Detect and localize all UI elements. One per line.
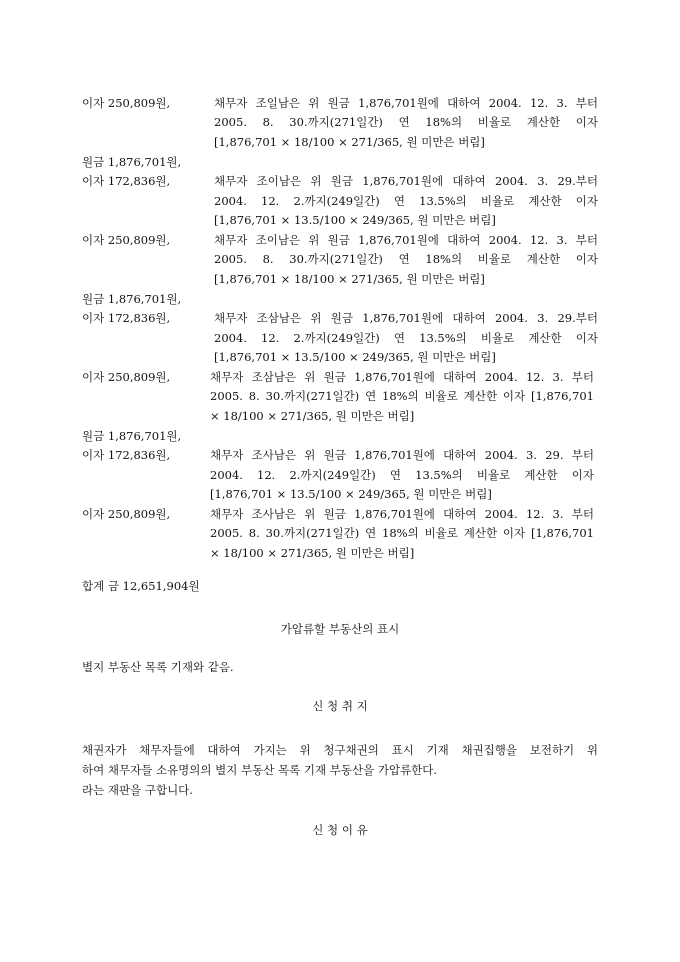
purpose-line: 하여 채무자들 소유명의의 별지 부동산 목록 기재 부동산을 가압류한다. bbox=[82, 763, 438, 777]
entry-description bbox=[210, 368, 594, 426]
description-line: 채무자 조이남은 위 원금 1,876,701원에 대하여 2004. 12. 3. 부터 bbox=[214, 233, 598, 247]
description-line: × 18/100 × 271/365, 원 미만은 버림] bbox=[210, 408, 415, 423]
description-line: 채무자 조삼남은 위 원금 1,876,701원에 대하여 2004. 3. 29.부터 bbox=[214, 311, 598, 326]
description-line: 2005. 8. 30.까지(271일간) 연 18%의 비율로 계산한 이자 [1,876,701 bbox=[210, 389, 594, 404]
entry-label: 이자 172,836원, bbox=[82, 174, 171, 189]
description-line: 채무자 조사남은 위 원금 1,876,701원에 대하여 2004. 3. 29. 부터 bbox=[210, 448, 594, 463]
entry-label: 이자 172,836원, bbox=[82, 448, 171, 463]
purpose-paragraph bbox=[82, 740, 598, 800]
entry-description bbox=[214, 172, 598, 230]
purpose-heading: 신 청 취 지 bbox=[312, 699, 368, 713]
entry-label: 이자 250,809원, bbox=[82, 96, 171, 110]
entry-label: 이자 172,836원, bbox=[82, 311, 171, 326]
property-text: 별지 부동산 목록 기재와 같음. bbox=[82, 660, 234, 674]
description-line: [1,876,701 × 18/100 × 271/365, 원 미만은 버림] bbox=[214, 271, 485, 286]
entry-description bbox=[210, 446, 594, 504]
entry-description bbox=[210, 505, 594, 563]
purpose-line: 채권자가 채무자들에 대하여 가지는 위 청구채권의 표시 기재 채권집행을 보전하기 위 bbox=[82, 743, 598, 757]
description-line: 채무자 조삼남은 위 원금 1,876,701원에 대하여 2004. 12. 3. 부터 bbox=[210, 370, 594, 384]
entry-label: 원금 1,876,701원, bbox=[82, 428, 182, 443]
description-line: [1,876,701 × 18/100 × 271/365, 원 미만은 버림] bbox=[214, 134, 485, 149]
entry-label: 원금 1,876,701원, bbox=[82, 291, 182, 306]
description-line: [1,876,701 × 13.5/100 × 249/365, 원 미만은 버림] bbox=[214, 350, 496, 365]
description-line: 2004. 12. 2.까지(249일간) 연 13.5%의 비율로 계산한 이자 bbox=[214, 330, 598, 345]
description-line: [1,876,701 × 13.5/100 × 249/365, 원 미만은 버림] bbox=[214, 213, 496, 228]
purpose-line: 라는 재판을 구합니다. bbox=[82, 783, 193, 797]
entry-label: 이자 250,809원, bbox=[82, 233, 171, 247]
entry-label: 이자 250,809원, bbox=[82, 507, 171, 521]
entry-description bbox=[214, 309, 598, 367]
description-line: 채무자 조이남은 위 원금 1,876,701원에 대하여 2004. 3. 29.부터 bbox=[214, 174, 598, 189]
description-line: 2005. 8. 30.까지(271일간) 연 18%의 비율로 계산한 이자 [1,876,701 bbox=[210, 526, 594, 541]
entry-description bbox=[214, 231, 598, 289]
entry-label: 원금 1,876,701원, bbox=[82, 154, 182, 169]
entry-label: 이자 250,809원, bbox=[82, 370, 171, 384]
description-line: 채무자 조일남은 위 원금 1,876,701원에 대하여 2004. 12. 3. 부터 bbox=[214, 96, 598, 110]
description-line: 채무자 조사남은 위 원금 1,876,701원에 대하여 2004. 12. 3. 부터 bbox=[210, 507, 594, 521]
reason-heading: 신 청 이 유 bbox=[312, 823, 368, 837]
description-line: 2004. 12. 2.까지(249일간) 연 13.5%의 비율로 계산한 이자 bbox=[214, 193, 598, 208]
description-line: [1,876,701 × 13.5/100 × 249/365, 원 미만은 버림] bbox=[210, 487, 492, 502]
description-line: × 18/100 × 271/365, 원 미만은 버림] bbox=[210, 545, 415, 560]
description-line: 2005. 8. 30.까지(271일간) 연 18%의 비율로 계산한 이자 bbox=[214, 115, 598, 130]
total-amount: 합계 금 12,651,904원 bbox=[82, 579, 200, 593]
description-line: 2004. 12. 2.까지(249일간) 연 13.5%의 비율로 계산한 이자 bbox=[210, 467, 594, 482]
property-heading: 가압류할 부동산의 표시 bbox=[280, 622, 400, 636]
entry-description bbox=[214, 94, 598, 152]
description-line: 2005. 8. 30.까지(271일간) 연 18%의 비율로 계산한 이자 bbox=[214, 252, 598, 267]
